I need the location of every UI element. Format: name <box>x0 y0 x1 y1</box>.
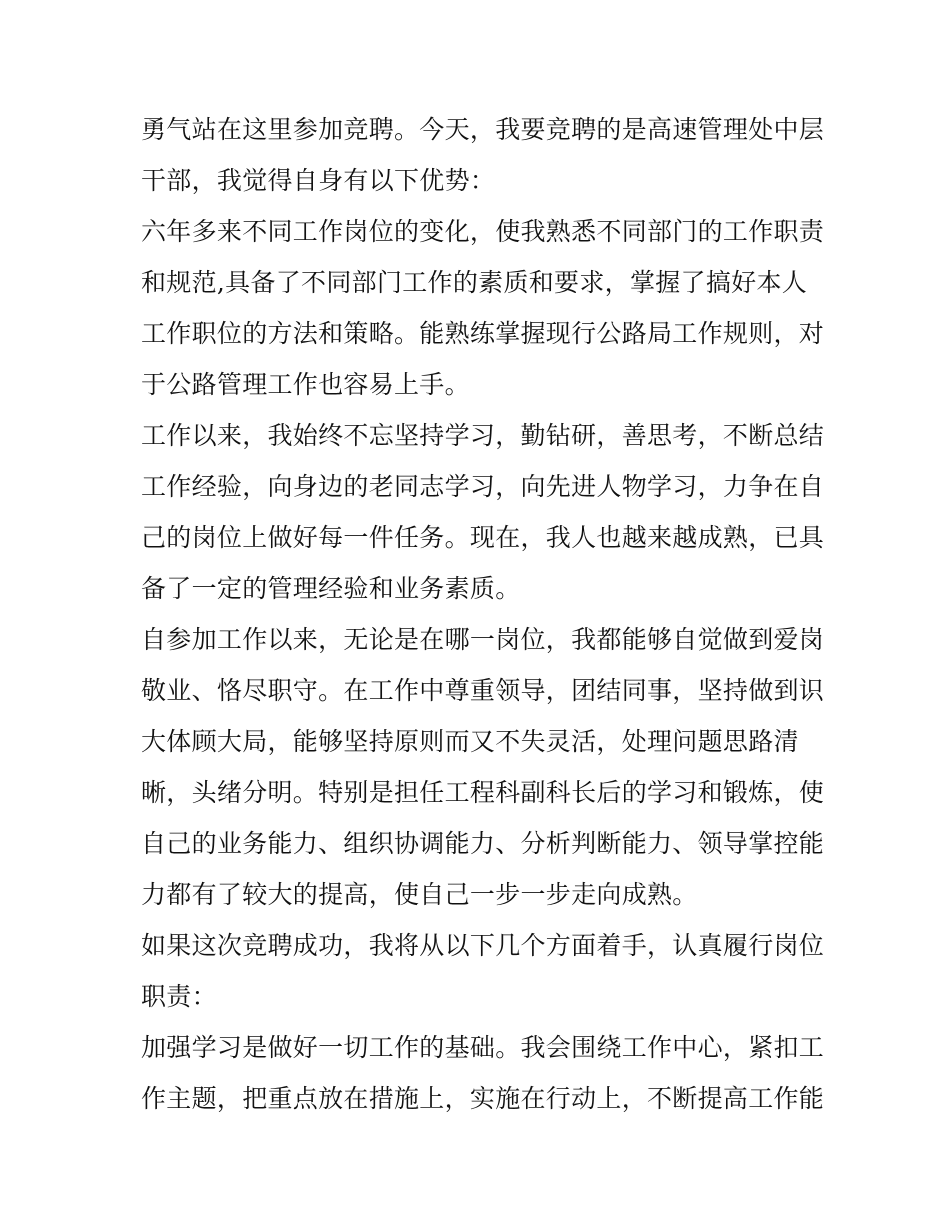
text-line: 于公路管理工作也容易上手。 <box>141 370 470 399</box>
text-line: 工作以来，我始终不忘坚持学习，勤钻研，善思考，不断总结 <box>141 421 825 450</box>
text-line: 干部，我觉得自身有以下优势： <box>141 166 496 195</box>
text-line: 己的岗位上做好每一件任务。现在，我人也越来越成熟，已具 <box>141 523 825 552</box>
text-line: 作主题，把重点放在措施上，实施在行动上，不断提高工作能 <box>141 1084 825 1113</box>
text-line: 勇气站在这里参加竞聘。今天，我要竞聘的是高速管理处中层 <box>141 115 825 144</box>
text-line: 备了一定的管理经验和业务素质。 <box>141 574 521 603</box>
text-line: 自己的业务能力、组织协调能力、分析判断能力、领导掌控能 <box>141 829 825 858</box>
text-line: 大体顾大局，能够坚持原则而又不失灵活，处理问题思路清 <box>141 727 799 756</box>
text-line: 晰，头绪分明。特别是担任工程科副科长后的学习和锻炼，使 <box>141 778 825 807</box>
text-line: 力都有了较大的提高，使自己一步一步走向成熟。 <box>141 880 698 909</box>
text-line: 敬业、恪尽职守。在工作中尊重领导，团结同事，坚持做到识 <box>141 676 825 705</box>
text-line: 工作职位的方法和策略。能熟练掌握现行公路局工作规则，对 <box>141 319 825 348</box>
text-line: 和规范,具备了不同部门工作的素质和要求，掌握了搞好本人 <box>141 268 808 297</box>
text-line: 职责： <box>141 982 217 1011</box>
text-line: 加强学习是做好一切工作的基础。我会围绕工作中心，紧扣工 <box>141 1033 825 1062</box>
text-line: 六年多来不同工作岗位的变化，使我熟悉不同部门的工作职责 <box>141 217 825 246</box>
text-line: 工作经验，向身边的老同志学习，向先进人物学习，力争在自 <box>141 472 825 501</box>
text-line: 自参加工作以来，无论是在哪一岗位，我都能够自觉做到爱岗 <box>141 625 825 654</box>
text-line: 如果这次竞聘成功，我将从以下几个方面着手，认真履行岗位 <box>141 931 825 960</box>
document-body <box>141 104 825 1124</box>
